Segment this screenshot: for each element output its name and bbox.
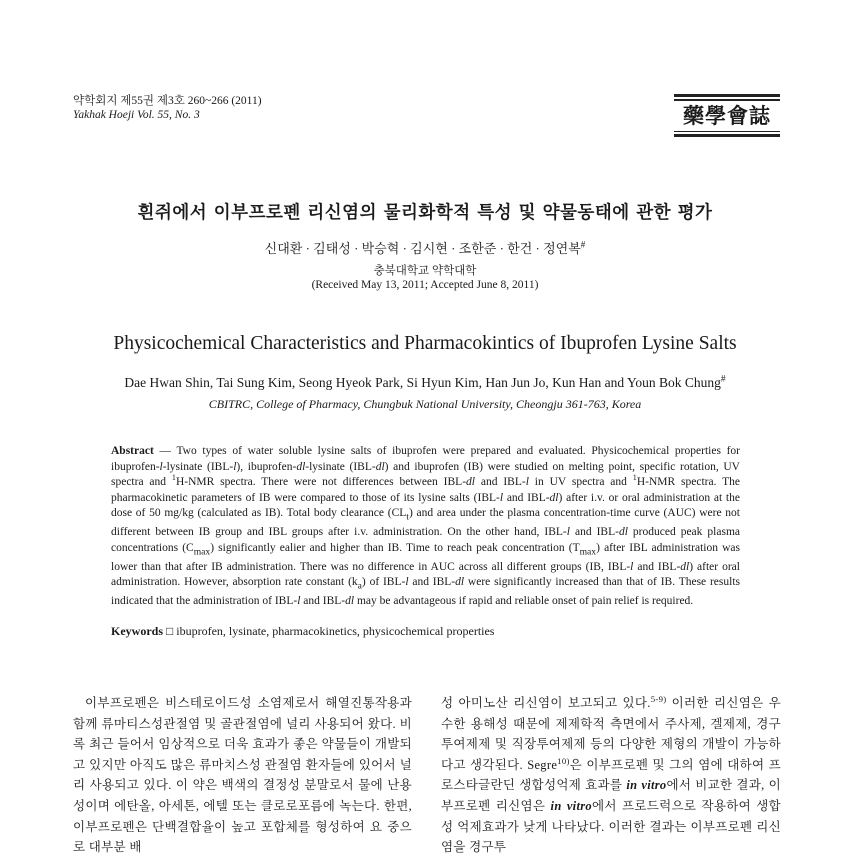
logo-rule-top-thin bbox=[674, 99, 780, 101]
abstract-label: Abstract bbox=[111, 445, 154, 457]
title-korean: 흰쥐에서 이부프로펜 리신염의 물리화학적 특성 및 약물동태에 관한 평가 bbox=[137, 203, 713, 223]
abstract-text: produced peak plasma concentrations (C bbox=[111, 526, 740, 554]
abstract-text: and IBL- bbox=[633, 560, 681, 573]
body-text: 은 이부프로펜 및 그의 염에 대하여 프로스타글란딘 생합성억제 효과를 bbox=[441, 757, 781, 793]
abstract-text: and IBL- bbox=[474, 476, 526, 489]
abstract-dash: — bbox=[153, 445, 177, 457]
corresponding-mark-en: # bbox=[720, 374, 726, 385]
abstract-italic: dl bbox=[296, 460, 306, 473]
authors-english bbox=[0, 375, 850, 391]
abstract-text: Two types of water soluble lysine salts of ibuprofen were prepared and evaluated. Physicochemical properties for ibuprofen- bbox=[111, 445, 740, 473]
abstract-text: ), ibuprofen- bbox=[236, 460, 297, 473]
abstract-italic: l bbox=[566, 526, 570, 539]
logo-rule-bottom-thin bbox=[674, 131, 780, 133]
abstract-italic: dl bbox=[680, 560, 690, 573]
affiliation-english: CBITRC, College of Pharmacy, Chungbuk National University, Cheongju 361-763, Korea bbox=[208, 397, 642, 411]
body-text: 에서 프로드럭으로 작용하여 생합성 억제효과가 낮게 나타났다. 이러한 결과는 이부프로펜 리신염을 경구투 bbox=[441, 798, 782, 855]
abstract-italic: l bbox=[297, 595, 301, 608]
corresponding-mark: # bbox=[580, 239, 586, 250]
abstract-text: were significantly increased than that of IB. These results indicated that the administration of IBL- bbox=[111, 576, 740, 608]
abstract-italic: l bbox=[630, 560, 634, 573]
citation-ref: 10) bbox=[557, 755, 570, 766]
journal-citation-en: Yakhak Hoeji Vol. 55, No. 3 bbox=[73, 109, 200, 121]
abstract-italic: l bbox=[525, 476, 529, 489]
abstract-italic: l bbox=[233, 460, 237, 473]
body-italic: in vitro bbox=[626, 778, 667, 793]
abstract-text: may be advantageous if rapid and reliable onset of pain relief is required. bbox=[354, 595, 694, 608]
abstract-subscript: max bbox=[579, 546, 597, 558]
abstract-italic: l bbox=[159, 460, 163, 473]
logo-rule-top bbox=[674, 94, 780, 97]
abstract-text: ) and area under the plasma concentration-time curve (AUC) were not different between IB group and IBL groups after i.v. administration. On the other hand, IBL- bbox=[111, 507, 740, 539]
affiliation-korean: 충북대학교 약학대학 bbox=[373, 265, 477, 277]
abstract-text: ) significantly ealier and higher than IB. Time to reach peak concentration (T bbox=[210, 541, 580, 554]
abstract bbox=[111, 444, 740, 610]
abstract-italic: dl bbox=[466, 476, 475, 489]
abstract-subscript: a bbox=[357, 580, 362, 592]
abstract-italic: dl bbox=[618, 526, 628, 539]
abstract-text: H-NMR spectra. There were not differences between IBL- bbox=[175, 476, 467, 489]
body-italic: in vitro bbox=[550, 798, 592, 813]
body-column-right bbox=[441, 693, 781, 858]
abstract-text: -lysinate (IBL- bbox=[162, 460, 234, 473]
body-text: 성 아미노산 리신염이 보고되고 있다. bbox=[441, 696, 651, 710]
logo-text: 藥學會誌 bbox=[683, 102, 771, 128]
body-text: 에서 비교한 결과, 이부프로펜 리신염은 bbox=[441, 778, 782, 813]
abstract-subscript: t bbox=[406, 511, 409, 523]
abstract-italic: dl bbox=[549, 491, 559, 504]
journal-meta bbox=[73, 94, 262, 122]
body-paragraph: 이부프로펜은 비스테로이드성 소염제로서 해열진통작용과 함께 류마티스성관절염 및 골관절염에 널리 사용되어 왔다. 비록 최근 들어서 임상적으로 더욱 효과가 좋은 약물들이 개발되고 있지만 아직도 많은 류마치스성 관절염 환자들에 있어서 널리 사용되고 있다. 이 약은 백색의 결정성 분말로서 물에 난용성이며 에탄올, 아세톤, 에텔 또는 클로로포름에 녹는다. 한편, 이부프로펜은 단백결합율이 높고 포합체를 형성하여 요 중으로 대부분 배 bbox=[73, 696, 412, 855]
abstract-text: and IBL- bbox=[569, 526, 619, 539]
abstract-italic: dl bbox=[455, 576, 465, 589]
keywords-label: Keywords bbox=[111, 624, 163, 638]
title-english: Physicochemical Characteristics and Pharmacokintics of Ibuprofen Lysine Salts bbox=[113, 333, 737, 354]
abstract-text: ) after i.v. or oral administration at the dose of 50 mg/kg (calculated as IB). Total body clearance (CL bbox=[111, 491, 740, 520]
abstract-italic: l bbox=[405, 576, 409, 589]
abstract-text: ) and ibuprofen (IB) were studied on melting point, specific rotation, UV spectra and bbox=[111, 460, 740, 489]
abstract-italic: dl bbox=[345, 595, 355, 608]
journal-logo bbox=[674, 94, 780, 139]
abstract-superscript: 1 bbox=[171, 473, 176, 483]
journal-citation-ko: 약학회지 제55권 제3호 260~266 (2011) bbox=[73, 95, 262, 107]
abstract-superscript: 1 bbox=[632, 473, 637, 483]
body-text: 이러한 리신염은 우수한 용해성 때문에 제제학적 측면에서 주사제, 겔제제, 경구투여제제 및 직장투여제제 등의 다양한 제형의 개발이 가능하다고 생각된다. Segre bbox=[441, 696, 781, 772]
abstract-text: in UV spectra and bbox=[528, 476, 633, 489]
abstract-italic: dl bbox=[375, 460, 385, 473]
keywords bbox=[111, 624, 494, 639]
keywords-box-icon: □ bbox=[166, 624, 174, 638]
abstract-italic: l bbox=[499, 491, 504, 504]
authors-korean-names: 신대환 · 김태성 · 박승혁 · 김시현 · 조한준 · 한건 · 정연복 bbox=[264, 241, 581, 256]
body-paragraph bbox=[441, 693, 781, 858]
authors-korean bbox=[0, 238, 850, 257]
abstract-subscript: max bbox=[193, 546, 211, 558]
abstract-text: and IBL- bbox=[300, 595, 346, 608]
abstract-text: and IBL- bbox=[408, 576, 456, 589]
abstract-text: H-NMR spectra. The pharmacokinetic parameters of IB were compared to those of its lysine salts (IBL- bbox=[111, 476, 741, 504]
abstract-text: ) of IBL- bbox=[361, 576, 406, 589]
abstract-text: ) after oral administration. However, absorption rate constant (k bbox=[111, 560, 740, 589]
body-column-left bbox=[73, 693, 412, 858]
received-dates: (Received May 13, 2011; Accepted June 8, 2011) bbox=[311, 279, 539, 291]
abstract-text: ) after IBL administration was lower than that after IB administration. There was no difference in AUC across all different groups (IB, IBL- bbox=[111, 541, 740, 573]
logo-rule-bottom bbox=[674, 134, 780, 137]
citation-ref: 5-9) bbox=[650, 693, 667, 704]
keywords-text: ibuprofen, lysinate, pharmacokinetics, physicochemical properties bbox=[176, 624, 495, 638]
authors-english-names: Dae Hwan Shin, Tai Sung Kim, Seong Hyeok Park, Si Hyun Kim, Han Jun Jo, Kun Han and Youn Bok Chung bbox=[124, 375, 721, 390]
abstract-text: -lysinate (IBL- bbox=[305, 460, 376, 473]
abstract-text: and IBL- bbox=[503, 491, 550, 504]
